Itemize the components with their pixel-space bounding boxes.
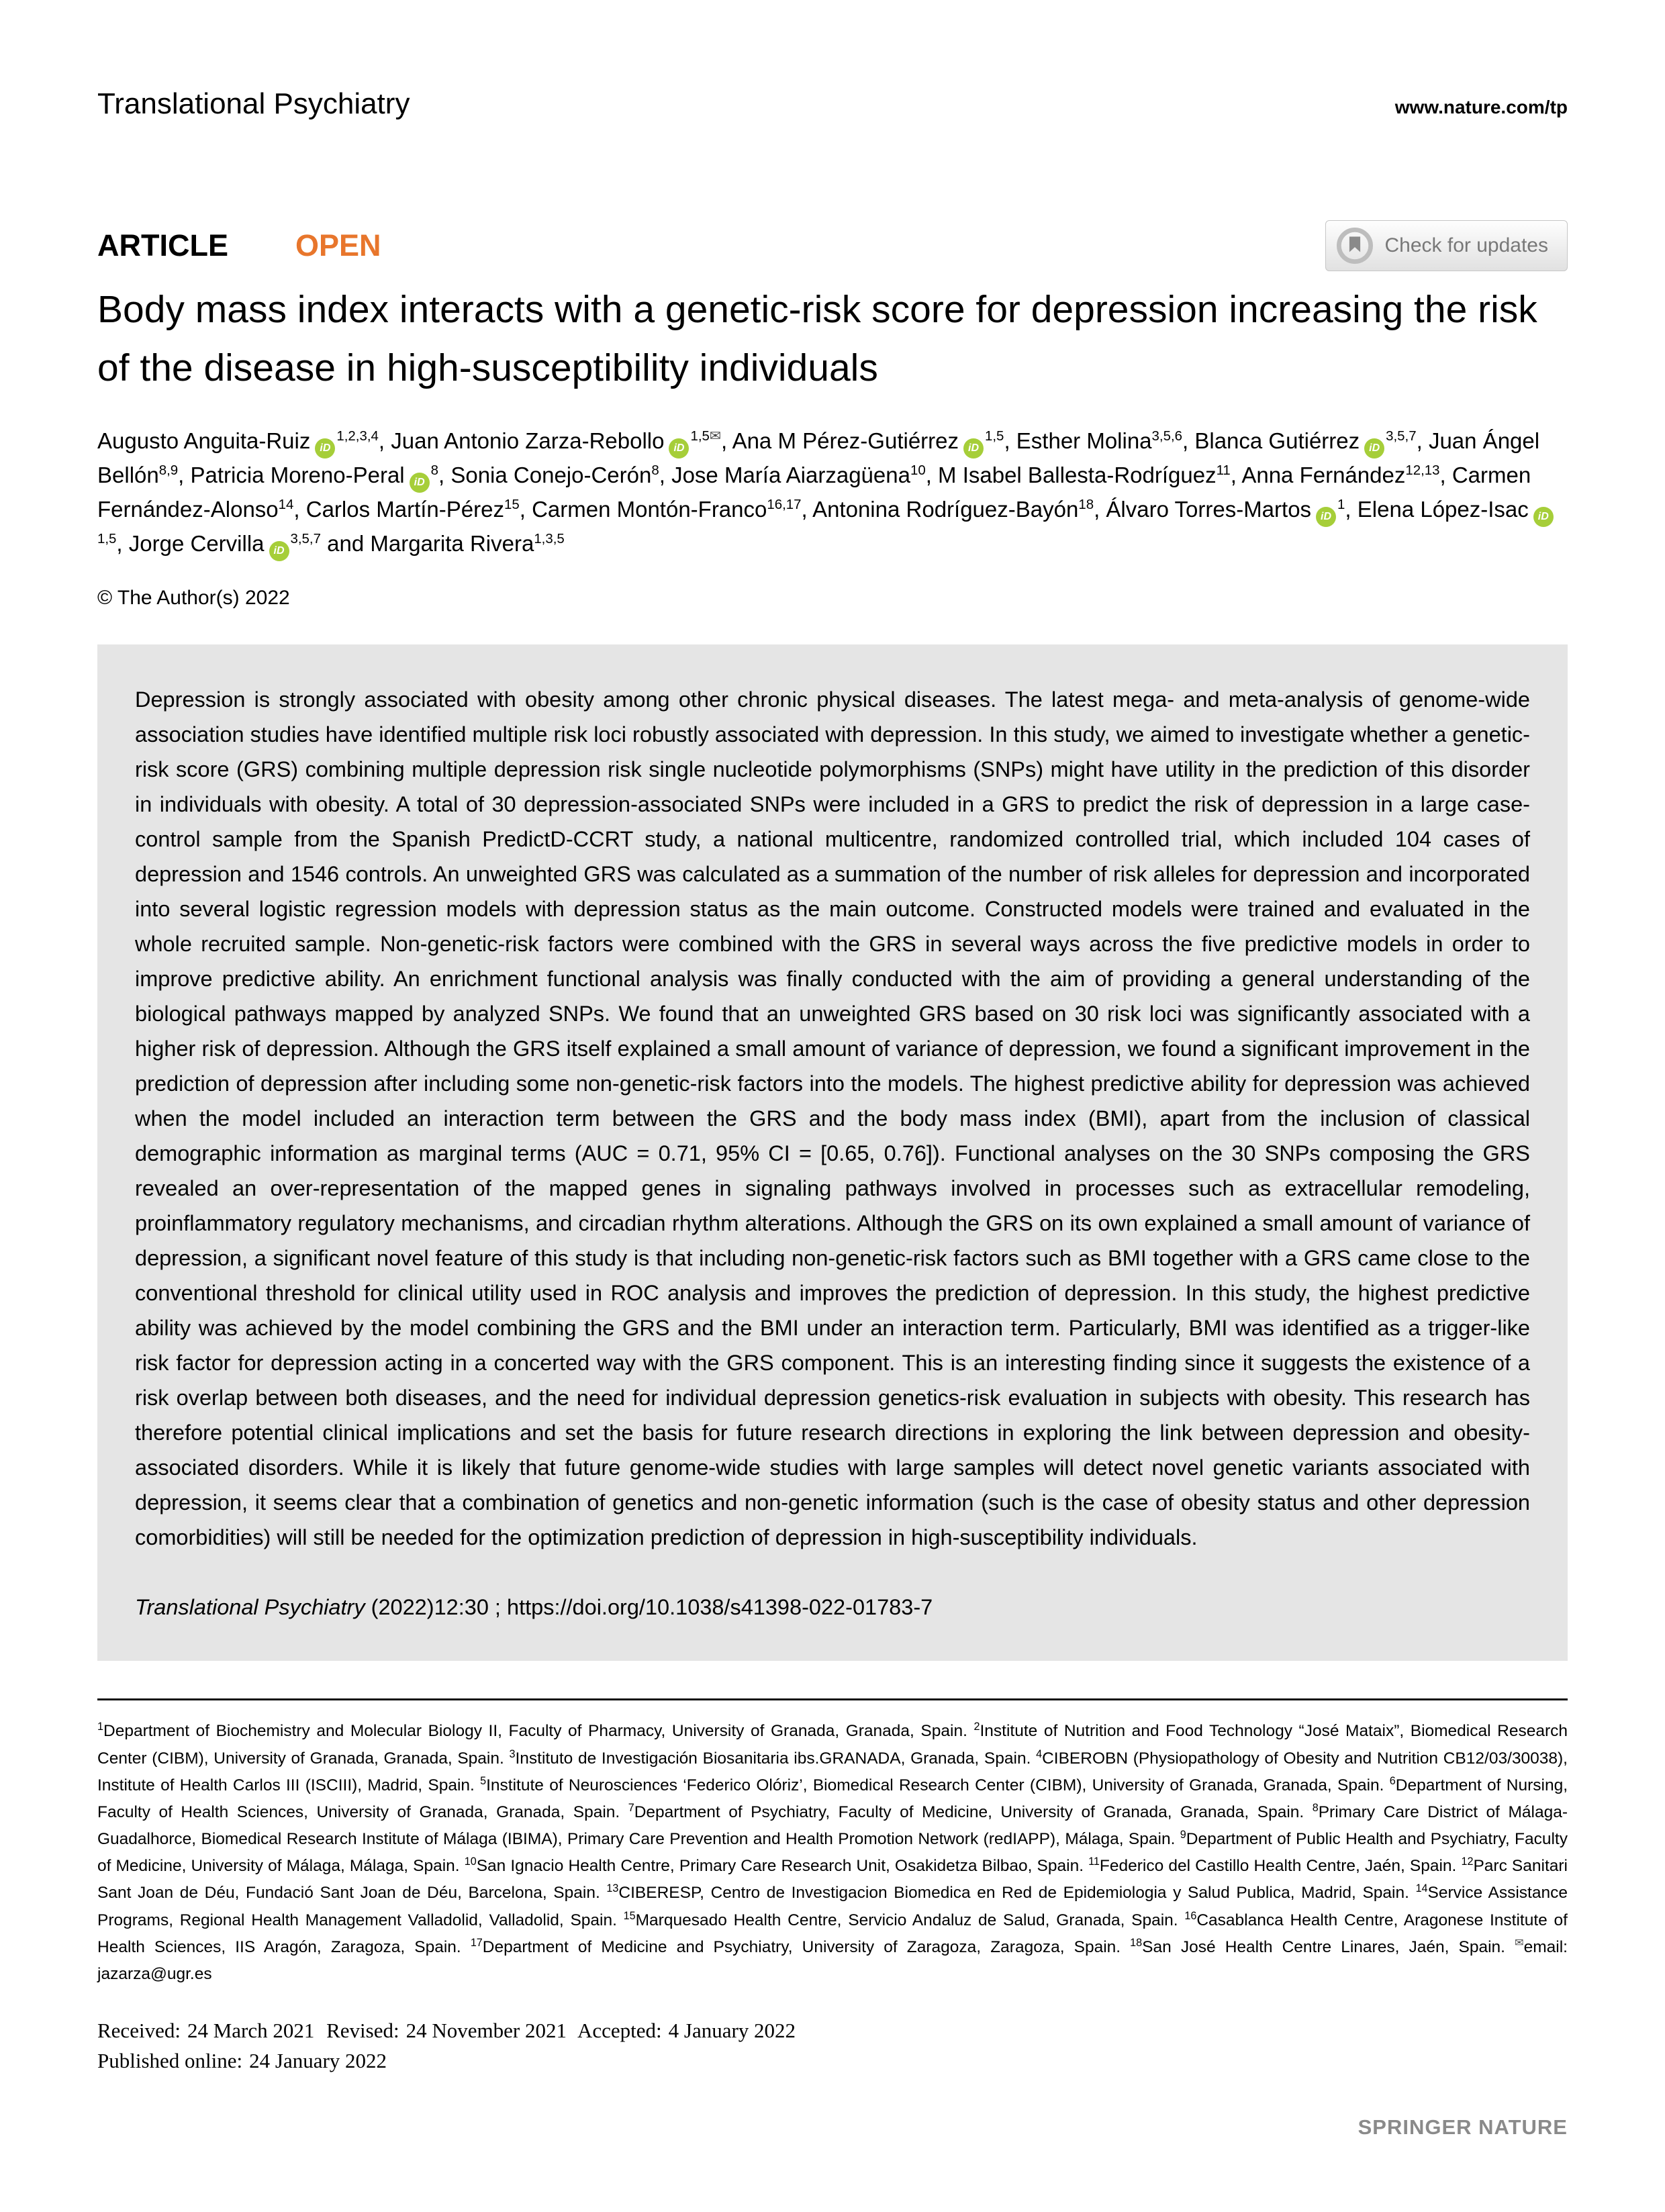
author-affiliation-sup: 12,13 bbox=[1405, 463, 1440, 479]
email-icon[interactable]: ✉ bbox=[709, 428, 722, 444]
published-line bbox=[97, 2046, 1568, 2076]
author: Margarita Rivera$^{1,3,5}$ bbox=[370, 531, 565, 557]
revised-label: Revised: bbox=[326, 2019, 399, 2043]
publisher-name: SPRINGER NATURE bbox=[1358, 2115, 1568, 2139]
author: Patricia Moreno-Peral $iD^8$ bbox=[191, 463, 439, 487]
affiliation-number: 9 bbox=[1180, 1828, 1186, 1841]
author: Carlos Martín-Pérez$^{15}$ bbox=[305, 497, 520, 522]
page-header bbox=[97, 87, 1568, 121]
abstract-box bbox=[97, 644, 1568, 1661]
author: Ana M Pérez-Gutiérrez iD$^{1,5}$ bbox=[732, 428, 1004, 453]
author: Juan Ángel Bellón$^{8,9}$ bbox=[97, 428, 1540, 488]
affiliation-number: 15 bbox=[623, 1909, 636, 1922]
check-for-updates-label: Check for updates bbox=[1384, 234, 1548, 256]
author: Carmen Fernández-Alonso$^{14}$ bbox=[97, 463, 1531, 522]
author: Esther Molina$^{3,5,6}$ bbox=[1016, 428, 1183, 454]
orcid-icon[interactable]: iD bbox=[1364, 438, 1384, 459]
doi-link[interactable]: https://doi.org/10.1038/s41398-022-01783-7 bbox=[507, 1595, 933, 1620]
affiliation-number: 12 bbox=[1461, 1856, 1474, 1868]
orcid-icon[interactable]: iD bbox=[1316, 507, 1336, 527]
abstract-text: Depression is strongly associated with obesity among other chronic physical diseases. The latest mega- and meta-analysis of genome-wide association studies have identified multiple risk loci robustly associated with depression. In this study, we aimed to investigate whether a genetic-risk score (GRS) combining multiple depression risk single nucleotide polymorphisms (SNPs) might have utility in the prediction of this disorder in individuals with obesity. A total of 30 depression-associated SNPs were included in a GRS to predict the risk of depression in a large case-control sample from the Spanish PredictD-CCRT study, a national multicentre, randomized controlled trial, which included 104 cases of depression and 1546 controls. An unweighted GRS was calculated as a summation of the number of risk alleles for depression and incorporated into several logistic regression models with depression status as the main outcome. Constructed models were trained and evaluated in the whole recruited sample. Non-genetic-risk factors were combined with the GRS in several ways across the five predictive models in order to improve predictive ability. An enrichment functional analysis was finally conducted with the aim of providing a general understanding of the biological pathways mapped by analyzed SNPs. We found that an unweighted GRS based on 30 risk loci was significantly associated with a higher risk of depression. Although the GRS itself explained a small amount of variance of depression, we found a significant improvement in the prediction of depression after including some non-genetic-risk factors into the models. The highest predictive ability for depression was achieved when the model included an interaction term between the GRS and the body mass index (BMI), apart from the inclusion of classical demographic information as marginal terms (AUC = 0.71, 95% CI = [0.65, 0.76]). Functional analyses on the 30 SNPs composing the GRS revealed an over-representation of the mapped genes in signaling pathways involved in processes such as extracellular remodeling, proinflammatory regulatory mechanisms, and circadian rhythm alterations. Although the GRS on its own explained a small amount of variance of depression, a significant novel feature of this study is that including non-genetic-risk factors such as BMI together with a GRS came close to the conventional threshold for clinical utility used in ROC analysis and improves the prediction of depression. In this study, the highest predictive ability was achieved by the model combining the GRS and the BMI under an interaction term. Particularly, BMI was identified as a trigger-like risk factor for depression acting in a concerted way with the GRS component. This is an interesting finding since it suggests the existence of a risk overlap between both diseases, and the need for individual depression genetics-risk evaluation in subjects with obesity. This research has therefore potential clinical implications and set the basis for future research directions in exploring the link between depression and obesity-associated disorders. While it is likely that future genome-wide studies with large samples will detect novel genetic variants associated with depression, it seems clear that a combination of genetics and non-genetic information (such is the case of obesity status and other depression comorbidities) will still be needed for the optimization prediction of depression in high-susceptibility individuals. bbox=[135, 687, 1530, 1550]
author: Blanca Gutiérrez iD$^{3,5,7}$ bbox=[1194, 428, 1416, 453]
affiliation-number: 6 bbox=[1389, 1774, 1396, 1787]
affiliation-number: 8 bbox=[1312, 1801, 1319, 1814]
author-affiliation-sup: 8,9 bbox=[158, 463, 179, 479]
author-affiliation-sup: 1,3,5 bbox=[534, 531, 565, 547]
publisher-logo bbox=[1358, 2115, 1568, 2139]
journal-url[interactable]: www.nature.com/tp bbox=[1394, 97, 1568, 117]
author-affiliation-sup: 3,5,6 bbox=[1151, 428, 1183, 444]
author-affiliation-sup: 1,5 bbox=[690, 428, 710, 444]
dates-line bbox=[97, 2016, 1568, 2046]
crossmark-icon bbox=[1337, 228, 1373, 264]
author-list: Augusto Anguita-Ruiz iD$^{1,2,3,4}$, Juan Antonio Zarza-Rebollo $iD^{1,5✉}$, Ana M Pérez-Gutiérrez iD$^{1,5}$, Esther Molina$^{3,5,6}$, Blanca Gutiérrez iD$^{3,5,7}$, Juan Ángel Bellón$^{8,9}$, Patricia Moreno-Peral $iD^8$, Sonia Conejo-Cerón$^8$, Jose María Aiarzagüena$^{10}$, M Isabel Ballesta-Rodríguez$^{11}$, Anna Fernández$^{12,13}$, Carmen Fernández-Alonso$^{14}$, Carlos Martín-Pérez$^{15}$, Carmen Montón-Franco$^{16,17}$, Antonina Rodríguez-Bayón$^{18}$, Álvaro Torres-Martos $iD^1$, Elena López-Isac iD$^{1,5}$, Jorge Cervilla iD$^{3,5,7}$ and Margarita Rivera$^{1,3,5}$ bbox=[97, 424, 1568, 561]
author-affiliation-sup: 1,5 bbox=[985, 428, 1004, 444]
affiliation-number: 13 bbox=[606, 1882, 619, 1895]
author: Juan Antonio Zarza-Rebollo $iD^{1,5✉}$ bbox=[391, 428, 721, 453]
author-affiliation-sup: 10 bbox=[910, 463, 926, 479]
affiliation-number: 1 bbox=[97, 1721, 103, 1733]
author-affiliation-sup: 8 bbox=[430, 463, 438, 479]
author-affiliation-sup: 11 bbox=[1216, 463, 1231, 479]
citation-line bbox=[135, 1590, 1530, 1625]
orcid-icon[interactable]: iD bbox=[963, 438, 984, 459]
open-access-label: OPEN bbox=[295, 228, 381, 262]
author-affiliation-sup: 1,5 bbox=[97, 531, 117, 547]
affiliation-number: 11 bbox=[1088, 1856, 1100, 1868]
affiliation-number: 14 bbox=[1415, 1882, 1428, 1895]
citation-issue: (2022)12:30 ; bbox=[371, 1595, 501, 1620]
affiliation-number: 3 bbox=[509, 1747, 516, 1760]
author-affiliation-sup: 14 bbox=[278, 497, 294, 513]
author: M Isabel Ballesta-Rodríguez$^{11}$ bbox=[938, 463, 1231, 488]
author-affiliation-sup: 8 bbox=[651, 463, 659, 479]
received-date: 24 March 2021 bbox=[187, 2019, 315, 2043]
email-icon[interactable]: ✉ bbox=[1515, 1936, 1524, 1949]
contact-email[interactable]: email: jazarza@ugr.es bbox=[97, 1937, 1568, 1983]
author-affiliation-sup: 15 bbox=[504, 497, 520, 513]
author: Jose María Aiarzagüena$^{10}$ bbox=[671, 463, 926, 488]
author: Carmen Montón-Franco$^{16,17}$ bbox=[532, 497, 802, 522]
author-affiliation-sup: 1 bbox=[1337, 497, 1345, 513]
orcid-icon[interactable]: iD bbox=[1533, 507, 1554, 527]
orcid-icon[interactable]: iD bbox=[410, 473, 430, 493]
author: Sonia Conejo-Cerón$^8$ bbox=[450, 463, 659, 488]
published-label: Published online: bbox=[97, 2049, 243, 2073]
check-for-updates-button[interactable] bbox=[1325, 220, 1568, 271]
article-type-label: ARTICLE bbox=[97, 228, 228, 262]
author-affiliation-sup: 3,5,7 bbox=[290, 531, 321, 547]
affiliation-number: 17 bbox=[470, 1936, 483, 1949]
author: Elena López-Isac iD$^{1,5}$ bbox=[97, 497, 1555, 556]
affiliation-number: 4 bbox=[1036, 1747, 1043, 1760]
affiliation-number: 7 bbox=[628, 1801, 634, 1814]
affiliation-number: 10 bbox=[464, 1856, 477, 1868]
author-affiliation-sup: 18 bbox=[1078, 497, 1094, 513]
orcid-icon[interactable]: iD bbox=[315, 438, 335, 459]
author-affiliation-sup: 1,2,3,4 bbox=[336, 428, 379, 444]
orcid-icon[interactable]: iD bbox=[269, 541, 289, 561]
revised-date: 24 November 2021 bbox=[406, 2019, 567, 2043]
orcid-icon[interactable]: iD bbox=[669, 438, 689, 459]
affiliation-number: 16 bbox=[1184, 1909, 1197, 1922]
author: Jorge Cervilla iD$^{3,5,7}$ bbox=[129, 531, 321, 556]
author: Antonina Rodríguez-Bayón$^{18}$ bbox=[812, 497, 1094, 522]
article-title: Body mass index interacts with a genetic-risk score for depression increasing the risk of the disease in high-susceptibility individuals bbox=[97, 288, 1537, 390]
affiliations: $^1$Department of Biochemistry and Molecular Biology II, Faculty of Pharmacy, University of Granada, Granada, Spain. $^2$Institute of Nutrition and Food Technology “José Mataix”, Biomedical Research Center (CIBM), University of Granada, Granada, Spain. $^3$Instituto de Investigación Biosanitaria ibs.GRANADA, Granada, Spain. $^4$CIBEROBN (Physiopathology of Obesity and Nutrition CB12/03/30038), Institute of Health Carlos III (ISCIII), Madrid, Spain. $^5$Institute of Neurosciences ‘Federico Olóriz’, Biomedical Research Center (CIBM), University of Granada, Granada, Spain. $^6$Department of Nursing, Faculty of Health Sciences, University of Granada, Granada, Spain. $^7$Department of Psychiatry, Faculty of Medicine, University of Granada, Granada, Spain. $^8$Primary Care District of Málaga-Guadalhorce, Biomedical Research Institute of Málaga (IBIMA), Primary Care Prevention and Health Promotion Network (redIAPP), Málaga, Spain. $^9$Department of Public Health and Psychiatry, Faculty of Medicine, University of Málaga, Málaga, Spain. $^{10}$San Ignacio Health Centre, Primary Care Research Unit, Osakidetza Bilbao, Spain. $^{11}$Federico del Castillo Health Centre, Jaén, Spain. $^{12}$Parc Sanitari Sant Joan de Déu, Fundació Sant Joan de Déu, Barcelona, Spain. $^{13}$CIBERESP, Centro de Investigacion Biomedica en Red de Epidemiologia y Salud Publica, Madrid, Spain. $^{14}$Service Assistance Programs, Regional Health Management Valladolid, Valladolid, Spain. $^{15}$Marquesado Health Centre, Servicio Andaluz de Salud, Granada, Spain. $^{16}$Casablanca Health Centre, Aragonese Institute of Health Sciences, IIS Aragón, Zaragoza, Spain. $^{17}$Department of Medicine and Psychiatry, University of Zaragoza, Zaragoza, Spain. $^{18}$San José Health Centre Linares, Jaén, Spain. ✉email: jazarza@ugr.es bbox=[97, 1721, 1568, 1983]
accepted-label: Accepted: bbox=[577, 2019, 662, 2043]
journal-name: Translational Psychiatry bbox=[97, 87, 410, 120]
affiliation-number: 5 bbox=[480, 1774, 487, 1787]
copyright-line: © The Author(s) 2022 bbox=[97, 587, 290, 610]
published-date: 24 January 2022 bbox=[249, 2049, 387, 2073]
received-label: Received: bbox=[97, 2019, 181, 2043]
footnote-divider bbox=[97, 1698, 1568, 1700]
author: Anna Fernández$^{12,13}$ bbox=[1241, 463, 1440, 488]
author: Augusto Anguita-Ruiz iD$^{1,2,3,4}$ bbox=[97, 428, 379, 453]
article-meta-row bbox=[97, 220, 1568, 271]
citation-journal: Translational Psychiatry bbox=[135, 1595, 365, 1620]
affiliation-number: 18 bbox=[1130, 1936, 1143, 1949]
author-affiliation-sup: 3,5,7 bbox=[1386, 428, 1417, 444]
affiliation-number: 2 bbox=[973, 1721, 980, 1733]
author-affiliation-sup: 16,17 bbox=[767, 497, 802, 513]
accepted-date: 4 January 2022 bbox=[668, 2019, 796, 2043]
author: Álvaro Torres-Martos $iD^1$ bbox=[1106, 497, 1345, 522]
